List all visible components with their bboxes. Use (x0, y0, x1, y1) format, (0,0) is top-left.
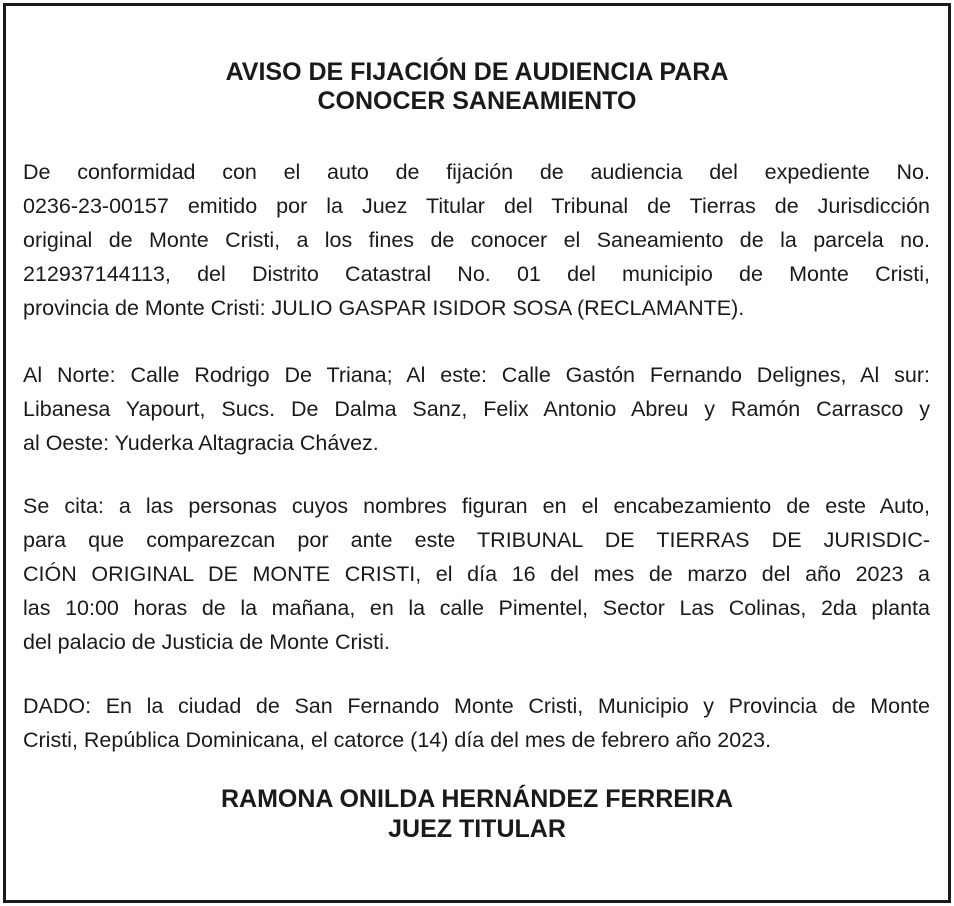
paragraph-line: Se cita: a las personas cuyos nombres figuran en el encabezamiento de este Auto, (23, 494, 930, 518)
notice-title-line-2: CONOCER SANEAMIENTO (317, 87, 637, 115)
paragraph-line: CIÓN ORIGINAL DE MONTE CRISTI, el día 16 del mes de marzo del año 2023 a (23, 562, 930, 586)
paragraph-case-reference (23, 155, 930, 325)
paragraph-line: al Oeste: Yuderka Altagracia Chávez. (23, 431, 379, 455)
paragraph-line: Libanesa Yapourt, Sucs. De Dalma Sanz, Felix Antonio Abreu y Ramón Carrasco y (23, 397, 930, 421)
paragraph-line: 212937144113, del Distrito Catastral No. 01 del municipio de Monte Cristi, (23, 262, 930, 286)
notice-title-line-1: AVISO DE FIJACIÓN DE AUDIENCIA PARA (225, 58, 729, 86)
signature-block (6, 784, 948, 844)
paragraph-line: las 10:00 horas de la mañana, en la calle Pimentel, Sector Las Colinas, 2da planta (23, 596, 930, 620)
paragraph-line: DADO: En la ciudad de San Fernando Monte Cristi, Municipio y Provincia de Monte (23, 694, 930, 718)
paragraph-line: Cristi, República Dominicana, el catorce (14) día del mes de febrero año 2023. (23, 728, 772, 752)
paragraph-line: original de Monte Cristi, a los fines de conocer el Saneamiento de la parcela no. (23, 228, 930, 252)
paragraph-line: 0236-23-00157 emitido por la Juez Titular del Tribunal de Tierras de Jurisdicción (23, 194, 930, 218)
notice-title (6, 58, 948, 116)
signature-name: RAMONA ONILDA HERNÁNDEZ FERREIRA (220, 785, 734, 813)
paragraph-summons (23, 489, 930, 659)
paragraph-boundaries (23, 358, 930, 460)
legal-notice-box (3, 3, 951, 903)
paragraph-line: provincia de Monte Cristi: JULIO GASPAR ISIDOR SOSA (RECLAMANTE). (23, 296, 745, 320)
paragraph-line: De conformidad con el auto de fijación de audiencia del expediente No. (23, 160, 930, 184)
paragraph-line: del palacio de Justicia de Monte Cristi. (23, 630, 390, 654)
paragraph-line: Al Norte: Calle Rodrigo De Triana; Al este: Calle Gastón Fernando Delignes, Al sur: (23, 363, 930, 387)
paragraph-line: para que comparezcan por ante este TRIBUNAL DE TIERRAS DE JURISDIC- (23, 528, 930, 552)
paragraph-given (23, 689, 930, 757)
signature-title: JUEZ TITULAR (388, 815, 566, 843)
